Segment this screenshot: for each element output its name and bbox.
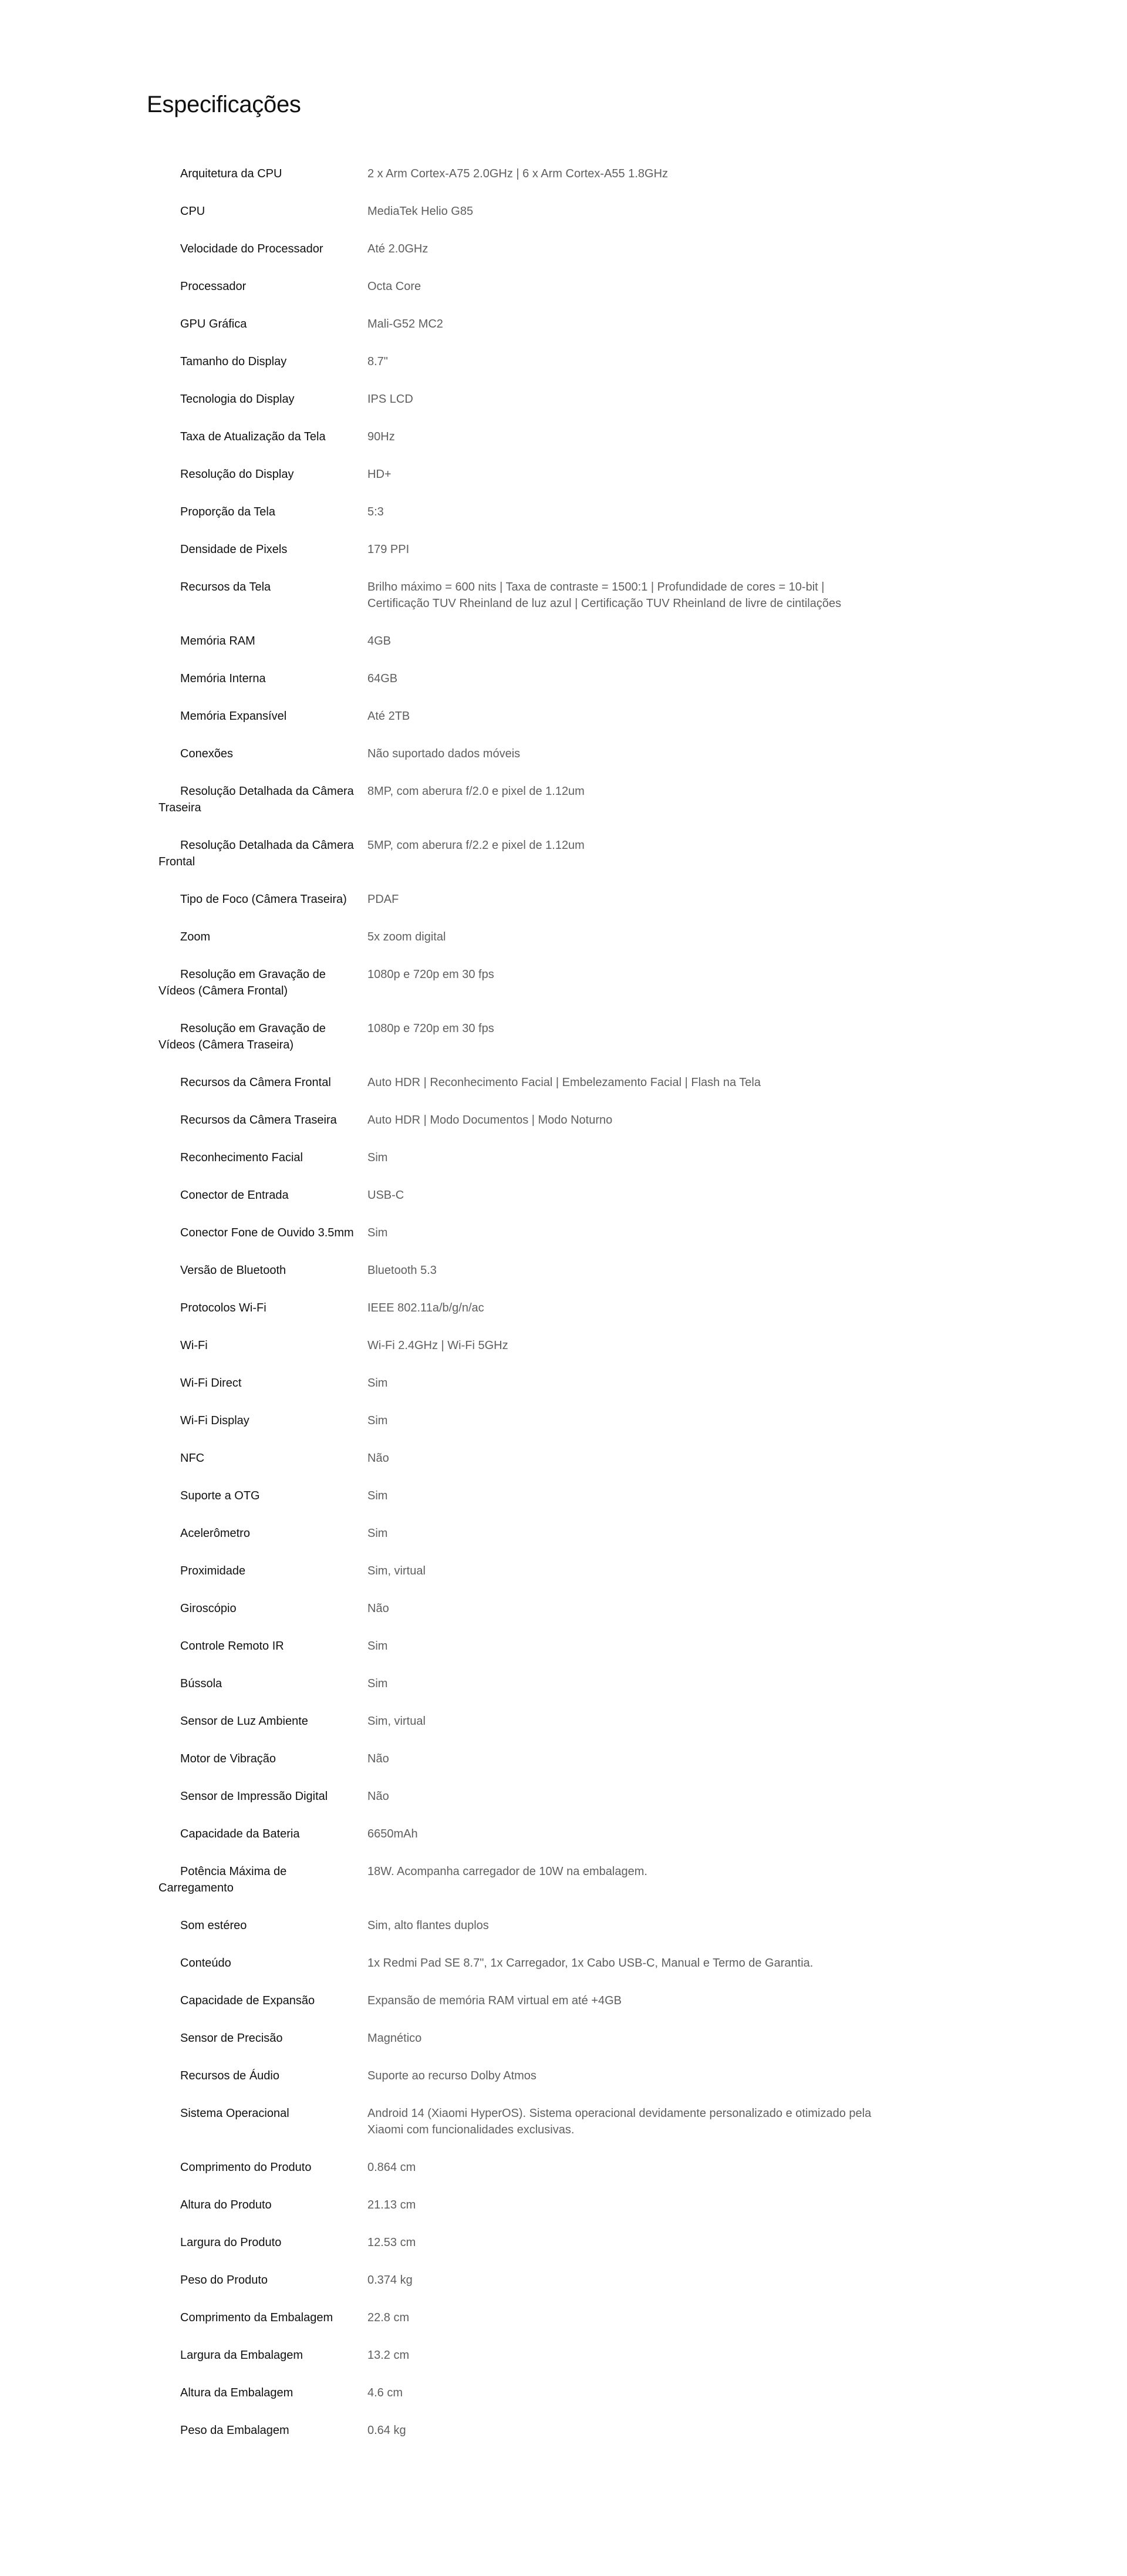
spec-value: Octa Core — [367, 280, 421, 293]
spec-label: Resolução Detalhada da Câmera Traseira — [158, 785, 354, 814]
spec-row — [158, 1992, 886, 2030]
spec-value: Até 2TB — [367, 710, 410, 723]
spec-label: Memória Expansível — [180, 710, 287, 723]
spec-label: Tecnologia do Display — [180, 393, 295, 406]
spec-row — [158, 1375, 886, 1412]
spec-row — [158, 670, 886, 708]
specs-table — [158, 166, 886, 2460]
spec-row — [158, 504, 886, 541]
spec-value: 1x Redmi Pad SE 8.7", 1x Carregador, 1x Cabo USB-C, Manual e Termo de Garantia. — [367, 1957, 814, 1970]
spec-row — [158, 1225, 886, 1262]
spec-row — [158, 466, 886, 504]
spec-value: IPS LCD — [367, 393, 413, 406]
spec-label: Wi-Fi — [180, 1339, 208, 1352]
spec-label: Proporção da Tela — [180, 505, 275, 518]
spec-row — [158, 1600, 886, 1638]
spec-label: Controle Remoto IR — [180, 1640, 284, 1653]
spec-row — [158, 579, 886, 633]
spec-row — [158, 929, 886, 966]
spec-label: Capacidade de Expansão — [180, 1994, 315, 2007]
spec-row — [158, 2197, 886, 2234]
spec-label: Conector Fone de Ouvido 3.5mm — [180, 1226, 354, 1239]
spec-label: Tipo de Foco (Câmera Traseira) — [180, 893, 347, 906]
spec-label: Resolução Detalhada da Câmera Frontal — [158, 839, 354, 868]
spec-row — [158, 708, 886, 746]
spec-value: MediaTek Helio G85 — [367, 205, 474, 218]
spec-label: GPU Gráfica — [180, 318, 247, 331]
spec-value: 0.64 kg — [367, 2424, 406, 2437]
spec-value: USB-C — [367, 1189, 404, 1202]
spec-value: Sim, virtual — [367, 1715, 426, 1728]
spec-label: Taxa de Atualização da Tela — [180, 430, 326, 443]
spec-row — [158, 429, 886, 466]
spec-row — [158, 203, 886, 241]
spec-value: Sim — [367, 1489, 388, 1502]
spec-value: 13.2 cm — [367, 2349, 410, 2362]
spec-row — [158, 541, 886, 579]
spec-row — [158, 1563, 886, 1600]
page-title: Especificações — [147, 92, 301, 117]
spec-row — [158, 2030, 886, 2068]
spec-value: 8.7" — [367, 355, 388, 368]
spec-label: Som estéreo — [180, 1919, 247, 1932]
spec-row — [158, 1337, 886, 1375]
spec-label: Altura do Produto — [180, 2199, 272, 2211]
spec-value: Expansão de memória RAM virtual em até +4GB — [367, 1994, 622, 2007]
spec-label: Conector de Entrada — [180, 1189, 289, 1202]
spec-label: Altura da Embalagem — [180, 2386, 293, 2399]
spec-label: Resolução em Gravação de Vídeos (Câmera Frontal) — [158, 968, 326, 997]
spec-row — [158, 1826, 886, 1863]
spec-label: Potência Máxima de Carregamento — [158, 1865, 287, 1894]
spec-label: Zoom — [180, 930, 211, 943]
spec-label: Reconhecimento Facial — [180, 1151, 303, 1164]
spec-value: Wi-Fi 2.4GHz | Wi-Fi 5GHz — [367, 1339, 508, 1352]
spec-label: Largura da Embalagem — [180, 2349, 303, 2362]
spec-row — [158, 1751, 886, 1788]
spec-row — [158, 241, 886, 278]
spec-value: 4GB — [367, 635, 392, 648]
spec-label: Conexões — [180, 747, 234, 760]
spec-label: Recursos da Câmera Frontal — [180, 1076, 331, 1089]
spec-label: Recursos da Tela — [180, 581, 271, 594]
spec-row — [158, 2234, 886, 2272]
spec-label: Versão de Bluetooth — [180, 1264, 286, 1277]
spec-row — [158, 278, 886, 316]
spec-row — [158, 633, 886, 670]
spec-label: Sensor de Precisão — [180, 2032, 283, 2045]
spec-label: Wi-Fi Display — [180, 1414, 249, 1427]
spec-label: Sistema Operacional — [180, 2107, 289, 2120]
spec-label: Peso da Embalagem — [180, 2424, 289, 2437]
spec-row — [158, 746, 886, 783]
spec-row — [158, 837, 886, 891]
spec-value: Magnético — [367, 2032, 422, 2045]
spec-row — [158, 891, 886, 929]
spec-label: Wi-Fi Direct — [180, 1377, 242, 1390]
spec-row — [158, 166, 886, 203]
spec-label: NFC — [180, 1452, 205, 1465]
spec-value: 5MP, com aberura f/2.2 e pixel de 1.12um — [367, 839, 585, 852]
spec-value: Não — [367, 1602, 389, 1615]
spec-label: Conteúdo — [180, 1957, 231, 1970]
spec-value: 0.374 kg — [367, 2274, 413, 2287]
spec-value: 2 x Arm Cortex-A75 2.0GHz | 6 x Arm Cortex-A55 1.8GHz — [367, 167, 669, 180]
spec-row — [158, 783, 886, 837]
spec-label: Recursos da Câmera Traseira — [180, 1114, 337, 1127]
spec-row — [158, 1450, 886, 1488]
spec-value: Não — [367, 1752, 389, 1765]
spec-row — [158, 1638, 886, 1675]
spec-label: Arquitetura da CPU — [180, 167, 282, 180]
spec-row — [158, 316, 886, 353]
spec-label: Memória Interna — [180, 672, 266, 685]
spec-row — [158, 2105, 886, 2159]
spec-value: 8MP, com aberura f/2.0 e pixel de 1.12um — [367, 785, 585, 798]
spec-value: Sim — [367, 1527, 388, 1540]
spec-row — [158, 2272, 886, 2309]
spec-value: PDAF — [367, 893, 399, 906]
spec-value: 179 PPI — [367, 543, 410, 556]
spec-value: Suporte ao recurso Dolby Atmos — [367, 2069, 536, 2082]
spec-value: Auto HDR | Modo Documentos | Modo Noturno — [367, 1114, 613, 1127]
spec-row — [158, 1300, 886, 1337]
spec-row — [158, 353, 886, 391]
spec-value: IEEE 802.11a/b/g/n/ac — [367, 1302, 484, 1314]
spec-value: Android 14 (Xiaomi HyperOS). Sistema operacional devidamente personalizado e otimizado pela Xiaomi com funcionalidades exclusivas. — [367, 2107, 872, 2136]
spec-row — [158, 1262, 886, 1300]
spec-row — [158, 391, 886, 429]
spec-value: 5x zoom digital — [367, 930, 446, 943]
spec-label: CPU — [180, 205, 205, 218]
spec-label: Suporte a OTG — [180, 1489, 260, 1502]
spec-row — [158, 1917, 886, 1955]
spec-value: Sim — [367, 1640, 388, 1653]
spec-label: Resolução do Display — [180, 468, 294, 481]
spec-row — [158, 1788, 886, 1826]
spec-value: Não — [367, 1790, 389, 1803]
spec-value: 1080p e 720p em 30 fps — [367, 1022, 494, 1035]
spec-value: 5:3 — [367, 505, 384, 518]
spec-value: 6650mAh — [367, 1828, 418, 1840]
spec-row — [158, 2159, 886, 2197]
spec-label: Acelerômetro — [180, 1527, 250, 1540]
spec-row — [158, 2068, 886, 2105]
spec-row — [158, 1187, 886, 1225]
spec-row — [158, 1488, 886, 1525]
spec-value: 1080p e 720p em 30 fps — [367, 968, 494, 981]
spec-label: Memória RAM — [180, 635, 255, 648]
spec-row — [158, 1955, 886, 1992]
spec-row — [158, 2385, 886, 2422]
spec-value: Sim, alto flantes duplos — [367, 1919, 489, 1932]
spec-value: Sim, virtual — [367, 1565, 426, 1577]
spec-label: Sensor de Luz Ambiente — [180, 1715, 308, 1728]
spec-row — [158, 1713, 886, 1751]
spec-row — [158, 1112, 886, 1149]
spec-label: Comprimento da Embalagem — [180, 2311, 333, 2324]
spec-value: 0.864 cm — [367, 2161, 416, 2174]
spec-value: Até 2.0GHz — [367, 242, 428, 255]
spec-label: Velocidade do Processador — [180, 242, 323, 255]
spec-value: Brilho máximo = 600 nits | Taxa de contraste = 1500:1 | Profundidade de cores = 10-bit | Certificação TUV Rheinland de luz azul | Certificação TUV Rheinland de livre de cintilações — [367, 581, 842, 610]
spec-label: Densidade de Pixels — [180, 543, 288, 556]
spec-value: 90Hz — [367, 430, 395, 443]
spec-row — [158, 2422, 886, 2460]
spec-value: 22.8 cm — [367, 2311, 410, 2324]
spec-row — [158, 1863, 886, 1917]
spec-label: Resolução em Gravação de Vídeos (Câmera Traseira) — [158, 1022, 326, 1051]
spec-row — [158, 1074, 886, 1112]
spec-value: Não — [367, 1452, 389, 1465]
spec-row — [158, 1412, 886, 1450]
spec-label: Capacidade da Bateria — [180, 1828, 300, 1840]
spec-row — [158, 1149, 886, 1187]
spec-value: 18W. Acompanha carregador de 10W na embalagem. — [367, 1865, 647, 1878]
spec-label: Tamanho do Display — [180, 355, 287, 368]
spec-label: Bússola — [180, 1677, 222, 1690]
spec-row — [158, 1675, 886, 1713]
spec-label: Processador — [180, 280, 247, 293]
spec-row — [158, 2309, 886, 2347]
spec-label: Motor de Vibração — [180, 1752, 276, 1765]
spec-value: HD+ — [367, 468, 392, 481]
spec-value: 4.6 cm — [367, 2386, 403, 2399]
spec-value: Sim — [367, 1677, 388, 1690]
spec-label: Largura do Produto — [180, 2236, 282, 2249]
spec-value: Sim — [367, 1414, 388, 1427]
spec-row — [158, 1525, 886, 1563]
spec-row — [158, 1020, 886, 1074]
spec-label: Giroscópio — [180, 1602, 237, 1615]
spec-label: Recursos de Áudio — [180, 2069, 279, 2082]
spec-label: Comprimento do Produto — [180, 2161, 312, 2174]
spec-row — [158, 2347, 886, 2385]
spec-value: Sim — [367, 1377, 388, 1390]
spec-row — [158, 966, 886, 1020]
spec-label: Proximidade — [180, 1565, 246, 1577]
spec-value: Sim — [367, 1151, 388, 1164]
spec-label: Sensor de Impressão Digital — [180, 1790, 328, 1803]
spec-value: Sim — [367, 1226, 388, 1239]
spec-value: Auto HDR | Reconhecimento Facial | Embelezamento Facial | Flash na Tela — [367, 1076, 761, 1089]
spec-value: 64GB — [367, 672, 398, 685]
spec-label: Protocolos Wi-Fi — [180, 1302, 266, 1314]
spec-value: Mali-G52 MC2 — [367, 318, 443, 331]
spec-value: 21.13 cm — [367, 2199, 416, 2211]
spec-value: 12.53 cm — [367, 2236, 416, 2249]
spec-label: Peso do Produto — [180, 2274, 268, 2287]
spec-value: Não suportado dados móveis — [367, 747, 521, 760]
spec-value: Bluetooth 5.3 — [367, 1264, 437, 1277]
